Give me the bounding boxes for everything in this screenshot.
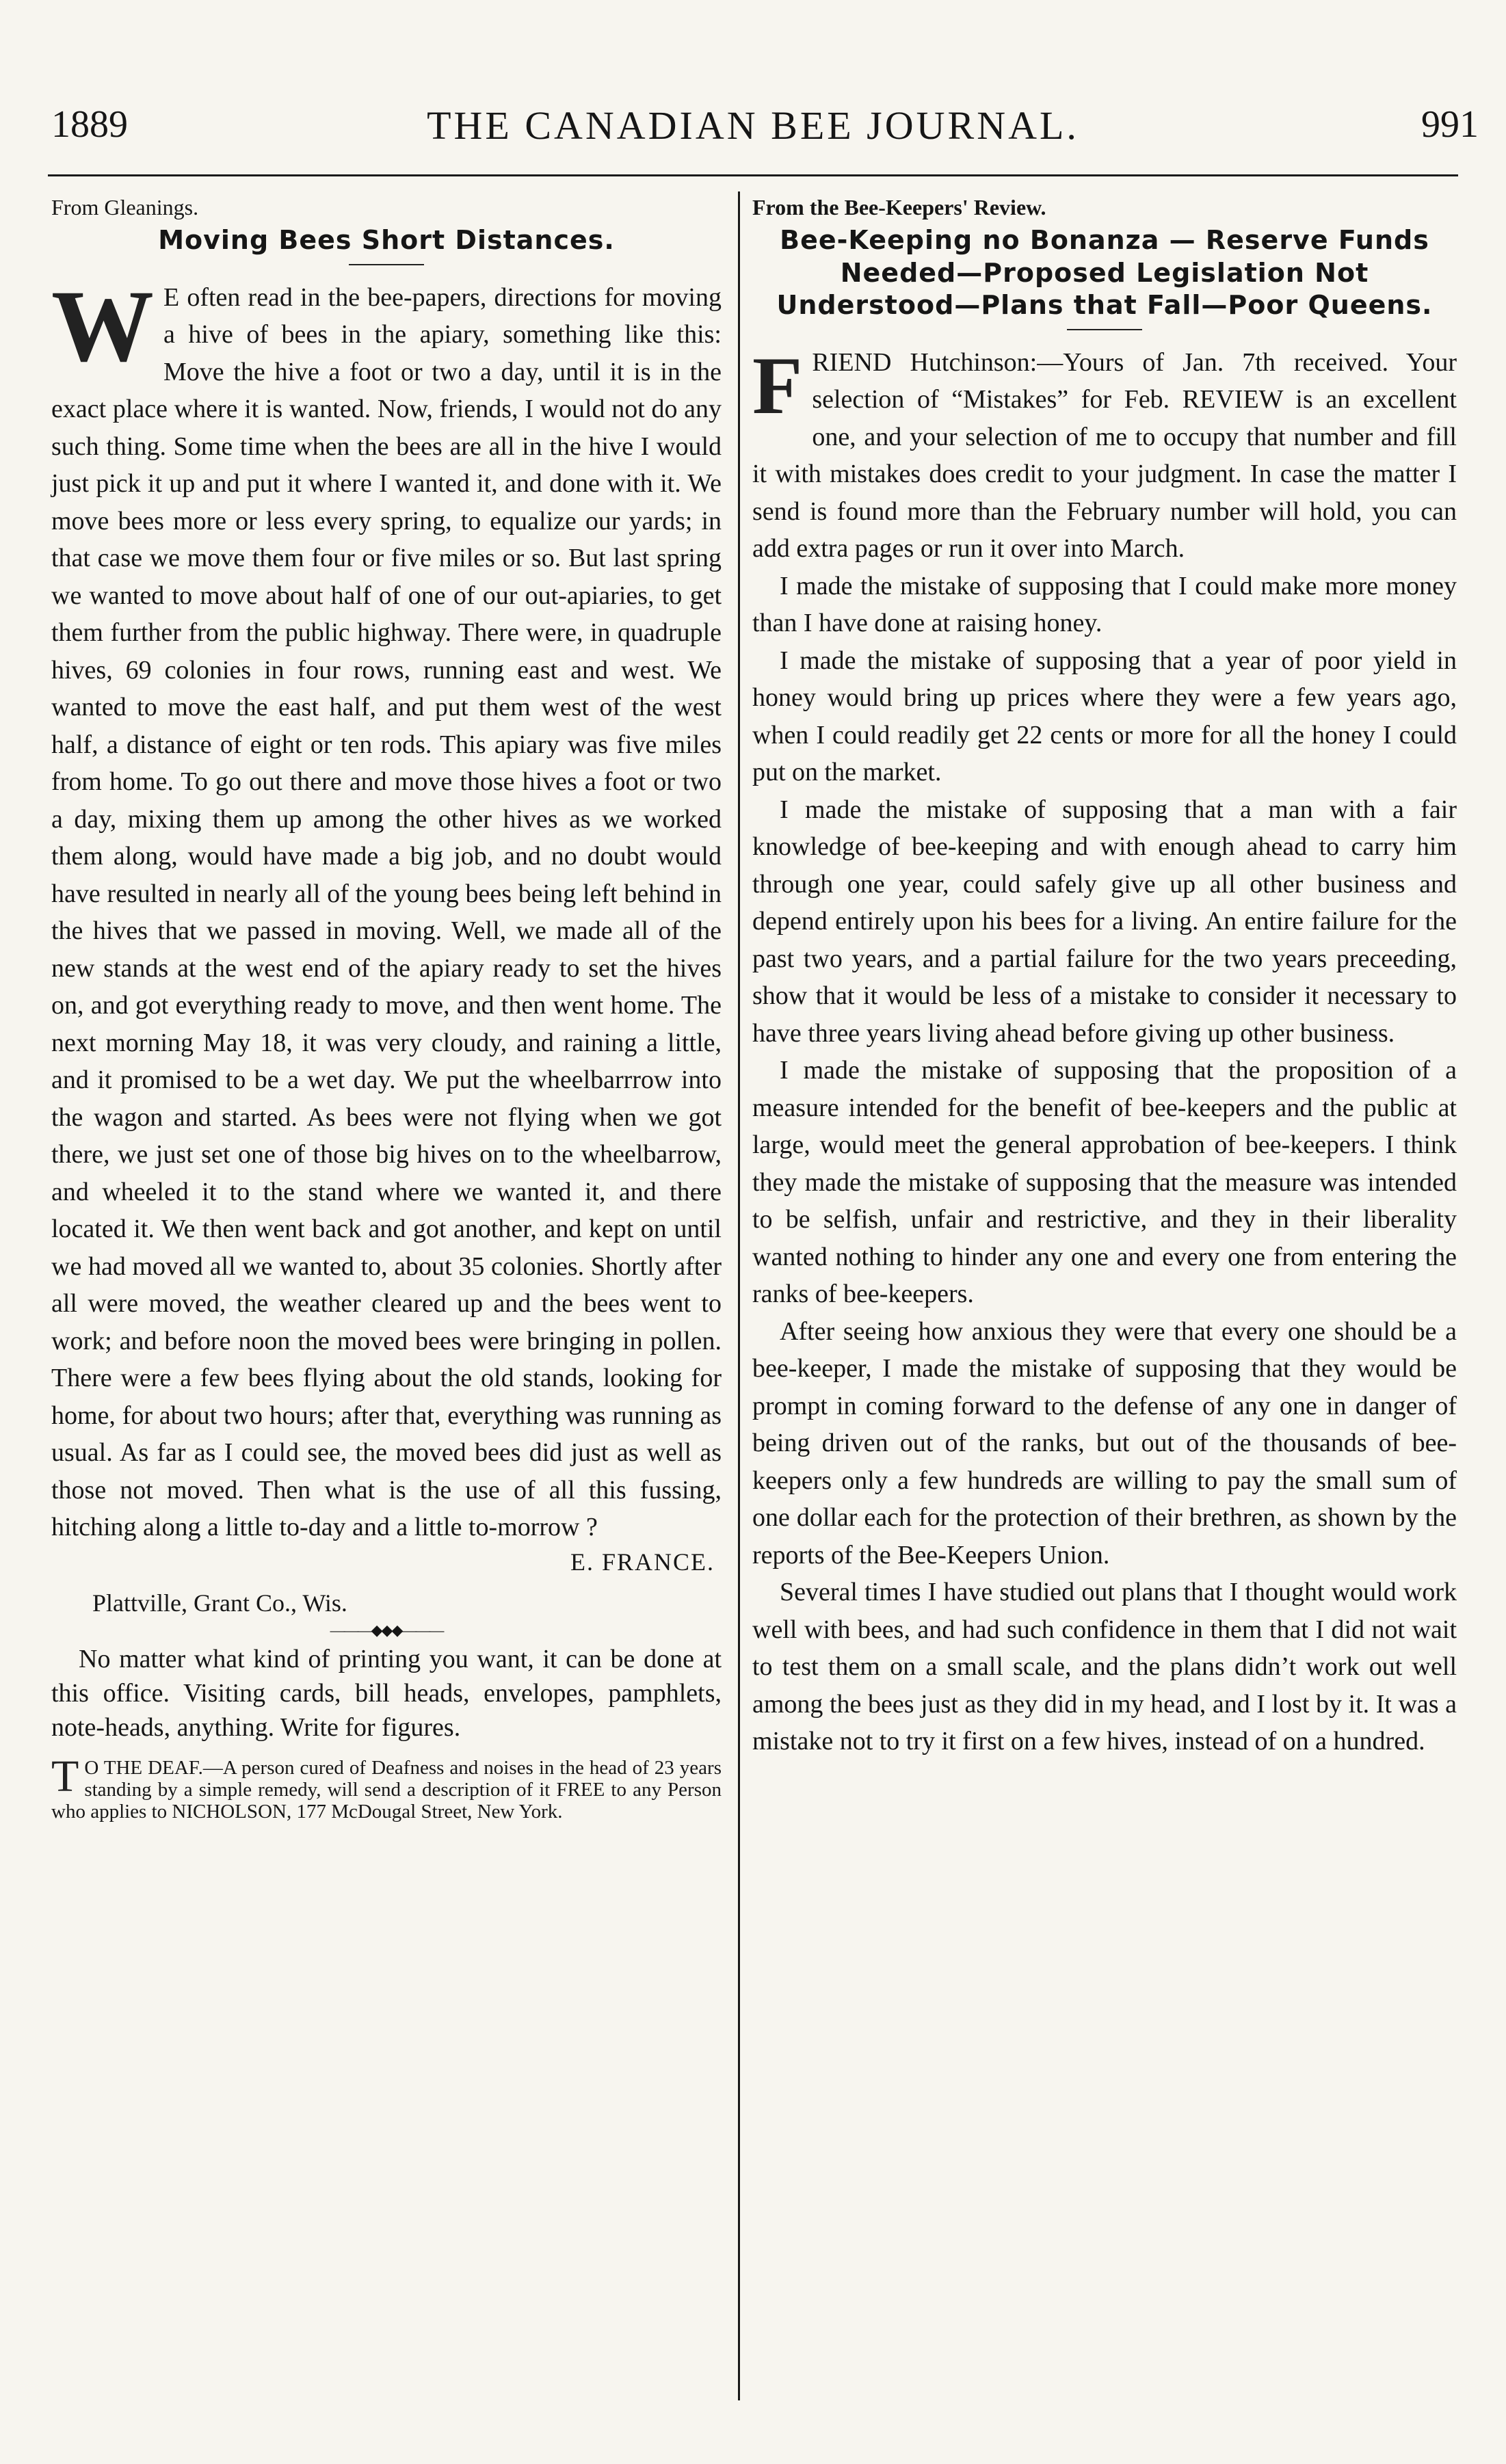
article-body	[752, 339, 1457, 1760]
column-divider	[738, 191, 740, 2400]
left-column	[51, 195, 722, 1823]
article-paragraph: I made the mistake of supposing that a man with a fair knowledge of bee-keeping and with enough ahead to carry him through one year, could safely give up all other business and depend entirely upon his bees for a living. An entire failure for the past two years, and a partial failure for the two years preceeding, show that it would be less of a mistake to consider it necessary to have three years living ahead before giving up other business.	[752, 795, 1457, 1048]
drop-cap: W	[51, 269, 154, 383]
article-headline: Moving Bees Short Distances.	[158, 225, 615, 255]
headline-rule	[349, 264, 424, 265]
article-headline: Bee-Keeping no Bonanza — Reserve Funds Needed—Proposed Legislation Not Understood—Plans that Fall—Poor Queens.	[776, 225, 1433, 320]
paragraph-text: RIEND Hutchinson:—Yours of Jan. 7th received. Your selection of “Mistakes” for Feb. REVIEW is an excellent one, and your selection of me to occupy that number and fill it with mistakes does credit to your judgment. In case the matter I send is found more than the February number will hold, you can add extra pages or run it over into March.	[752, 347, 1457, 563]
paragraph-text: E often read in the bee-papers, directions for moving a hive of bees in the apiary, something like this: Move the hive a foot or two a day, until it is in the exact place where it is wanted. Now, friends, I would not do any such thing. Some time when the bees are all in the hive I would just pick it up and put it where I wanted it, and done with it. We move bees more or less every spring, to equalize our yards; in that case we move them four or five miles or so. But last spring we wanted to move about half of one of our out-apiaries, to get them further from the public highway. There were, in quadruple hives, 69 colonies in four rows, running east and west. We wanted to move the east half, and put them west of the west half, a distance of eight or ten rods. This apiary was five miles from home. To go out there and move those hives a foot or two a day, mixing them up among the other hives as we worked them along, would have made a big job, and no doubt would have resulted in nearly all of the young bees being left behind in the hives that we passed in moving. Well, we made all of the new stands at the west end of the apiary ready to set the hives on, and got everything ready to move, and then went home. The next morning May 18, it was very cloudy, and raining a little, and it promised to be a wet day. We put the wheelbarrrow into the wagon and started. As bees were not flying when we got there, we just set one of those big hives on to the wheelbarrow, and wheeled it to the stand where we wanted it, and there located it. We then went back and got another, and kept on until we had moved all we wanted to, about 35 colonies. Shortly after all were moved, the weather cleared up and the bees went to work; and before noon the moved bees were bringing in pollen. There were a few bees flying about the old stands, looking for home, for about two hours; after that, everything was running as usual. As far as I could see, the moved bees did just as well as those not moved. Then what is the use of all this fussing, hitching along a little to-day and a little to-morrow ?	[51, 282, 722, 1541]
article-paragraph: Several times I have studied out plans that I thought would work well with bees, and had such confidence in them that I did not wait to test them on a small scale, and the plans didn’t work out well among the bees just as they did in my head, and I lost by it. It was a mistake not to try it first on a few hives, instead of on a hundred.	[752, 1578, 1457, 1756]
article-paragraph	[752, 339, 1457, 568]
ornament-divider: ———◆◆◆———	[330, 1621, 443, 1639]
article-paragraph: I made the mistake of supposing that the proposition of a measure intended for the benefit of bee-keepers and the public at large, would meet the general approbation of bee-keepers. I think they made the mistake of supposing that the measure was intended to be selfish, unfair and restrictive, and they in their liberality wanted nothing to hinder any one and every one from entering the ranks of bee-keepers.	[752, 1056, 1457, 1308]
article-paragraph	[51, 269, 722, 1546]
journal-title: THE CANADIAN BEE JOURNAL.	[427, 103, 1079, 148]
article-paragraph: I made the mistake of supposing that I could make more money than I have done at raising honey.	[752, 571, 1457, 637]
author-location: Plattville, Grant Co., Wis.	[92, 1589, 347, 1617]
header-rule	[48, 174, 1458, 176]
header-year: 1889	[51, 103, 128, 146]
printing-ad	[51, 1642, 722, 1745]
drop-cap: F	[752, 339, 803, 431]
ad-text: No matter what kind of printing you want, it can be done at this office. Visiting cards, bill heads, envelopes, pamphlets, note-heads, anything. Write for figures.	[51, 1644, 722, 1742]
notice-drop-cap: T	[51, 1751, 79, 1801]
article-source: From Gleanings.	[51, 195, 199, 220]
page-header	[0, 103, 1506, 171]
author-signature: E. FRANCE.	[570, 1548, 715, 1576]
page-number: 991	[1421, 103, 1479, 146]
article-paragraph: I made the mistake of supposing that a year of poor yield in honey would bring up prices where they were a few years ago, when I could readily get 22 cents or more for all the honey I could put on the market.	[752, 646, 1457, 786]
right-column	[752, 195, 1457, 1760]
article-source: From the Bee-Keepers' Review.	[752, 195, 1046, 220]
headline-rule	[1067, 329, 1142, 330]
notice-text: O THE DEAF.—A person cured of Deafness and noises in the head of 23 years standing by a simple remedy, will send a description of it FREE to any Person who applies to NICHOLSON, 177 McDougal Street, New York.	[51, 1756, 722, 1823]
deaf-notice	[51, 1751, 722, 1823]
article-paragraph: After seeing how anxious they were that every one should be a bee-keeper, I made the mistake of supposing that they would be prompt in coming forward to the defense of any one in danger of being driven out of the ranks, but out of the thousands of bee-keepers only a few hundreds are willing to pay the small sum of one dollar each for the protection of their brethren, as shown by the reports of the Bee-Keepers Union.	[752, 1316, 1457, 1569]
article-body	[51, 269, 722, 1546]
